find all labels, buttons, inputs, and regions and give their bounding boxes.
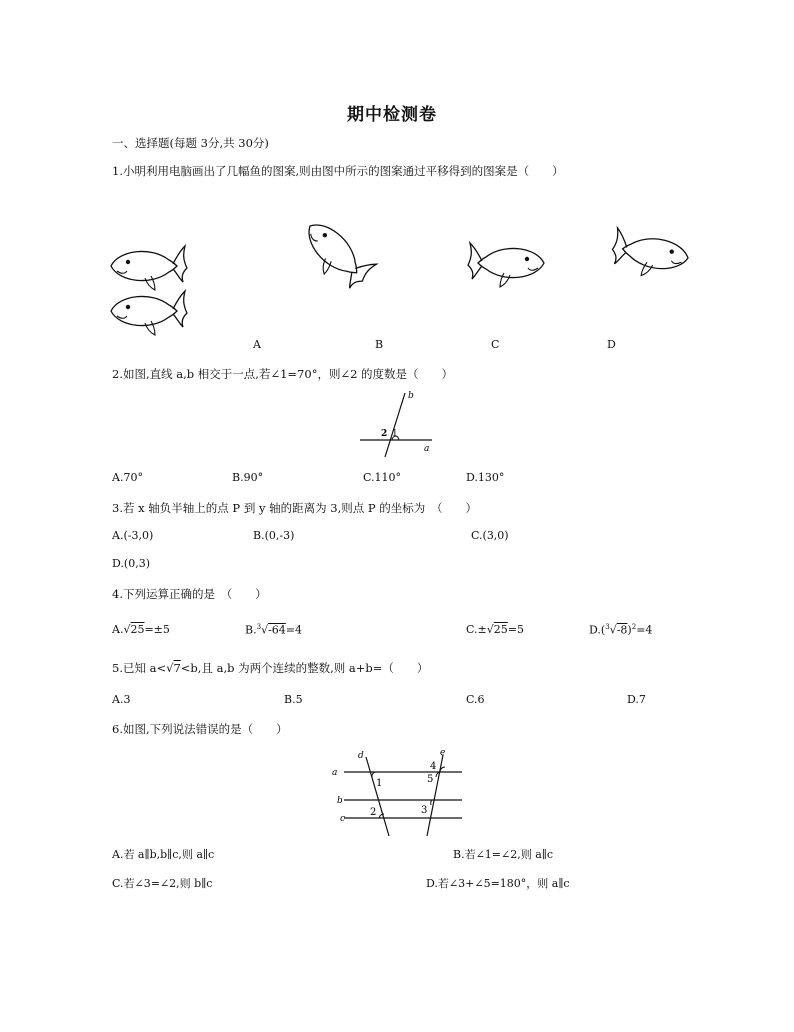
q6-option-c[interactable]: C.若∠3=∠2,则 b∥c (112, 877, 213, 890)
q2-option-c[interactable]: C.110° (363, 471, 402, 484)
q4-option-b[interactable]: B.$^3$√-64=4 (245, 623, 303, 637)
q5-option-b[interactable]: B.5 (284, 693, 303, 706)
line-e-label: e (440, 748, 446, 758)
q2-option-d[interactable]: D.130° (466, 471, 505, 484)
q4-option-a[interactable]: A.√25=±5 (112, 623, 170, 636)
question-5-text: 5.已知 a<√7<b,且 a,b 为两个连续的整数,则 a+b=（ ） (112, 661, 429, 675)
q3-option-a[interactable]: A.(-3,0) (112, 529, 154, 542)
question-6-text: 6.如图,下列说法错误的是（ ） (112, 722, 288, 736)
q5-option-d[interactable]: D.7 (627, 693, 646, 706)
question-1-text: 1.小明利用电脑画出了几幅鱼的图案,则由图中所示的图案通过平移得到的图案是（ ） (112, 164, 564, 178)
line-a-label: a (332, 768, 338, 778)
angle-1-label: 1 (392, 429, 398, 439)
q2-option-a[interactable]: A.70° (112, 471, 143, 484)
q1-label-c[interactable]: C (491, 338, 500, 351)
q3-option-b[interactable]: B.(0,-3) (253, 529, 295, 542)
q6-option-a[interactable]: A.若 a∥b,b∥c,则 a∥c (112, 848, 215, 861)
q3-option-c[interactable]: C.(3,0) (471, 529, 509, 542)
question-4-text: 4.下列运算正确的是 （ ） (112, 587, 267, 601)
question-3-text: 3.若 x 轴负半轴上的点 P 到 y 轴的距离为 3,则点 P 的坐标为 （ ） (112, 501, 478, 515)
q6-option-b[interactable]: B.若∠1=∠2,则 a∥c (453, 848, 554, 861)
q1-label-d[interactable]: D (607, 338, 616, 351)
line-c-label: c (340, 814, 346, 824)
q5-option-a[interactable]: A.3 (112, 693, 131, 706)
line-a-label: a (424, 444, 430, 454)
q1-label-b[interactable]: B (375, 338, 384, 351)
q2-option-b[interactable]: B.90° (232, 471, 264, 484)
angle-2-label: 2 (370, 807, 377, 818)
line-d-label: d (358, 751, 364, 761)
angle-1-label: 1 (376, 778, 383, 789)
line-b-label: b (408, 391, 414, 401)
line-b-label: b (337, 796, 343, 806)
angle-5-label: 5 (427, 774, 434, 785)
q6-option-d[interactable]: D.若∠3+∠5=180°，则 a∥c (426, 877, 570, 890)
page-title: 期中检测卷 (347, 105, 437, 125)
question-2-text: 2.如图,直线 a,b 相交于一点,若∠1=70°，则∠2 的度数是（ ） (112, 367, 454, 381)
q3-option-d[interactable]: D.(0,3) (112, 557, 151, 570)
q4-option-d[interactable]: $D.(^3√-8)^2=4$ (589, 623, 653, 637)
q4-option-c[interactable]: C.±√25=5 (466, 623, 524, 636)
section-heading: 一、选择题(每题 3分,共 30分) (112, 136, 269, 150)
q5-option-c[interactable]: C.6 (466, 693, 485, 706)
angle-2-label: 2 (381, 429, 388, 439)
angle-4-label: 4 (430, 761, 437, 772)
q1-label-a[interactable]: A (253, 338, 261, 351)
angle-3-label: 3 (421, 805, 428, 816)
